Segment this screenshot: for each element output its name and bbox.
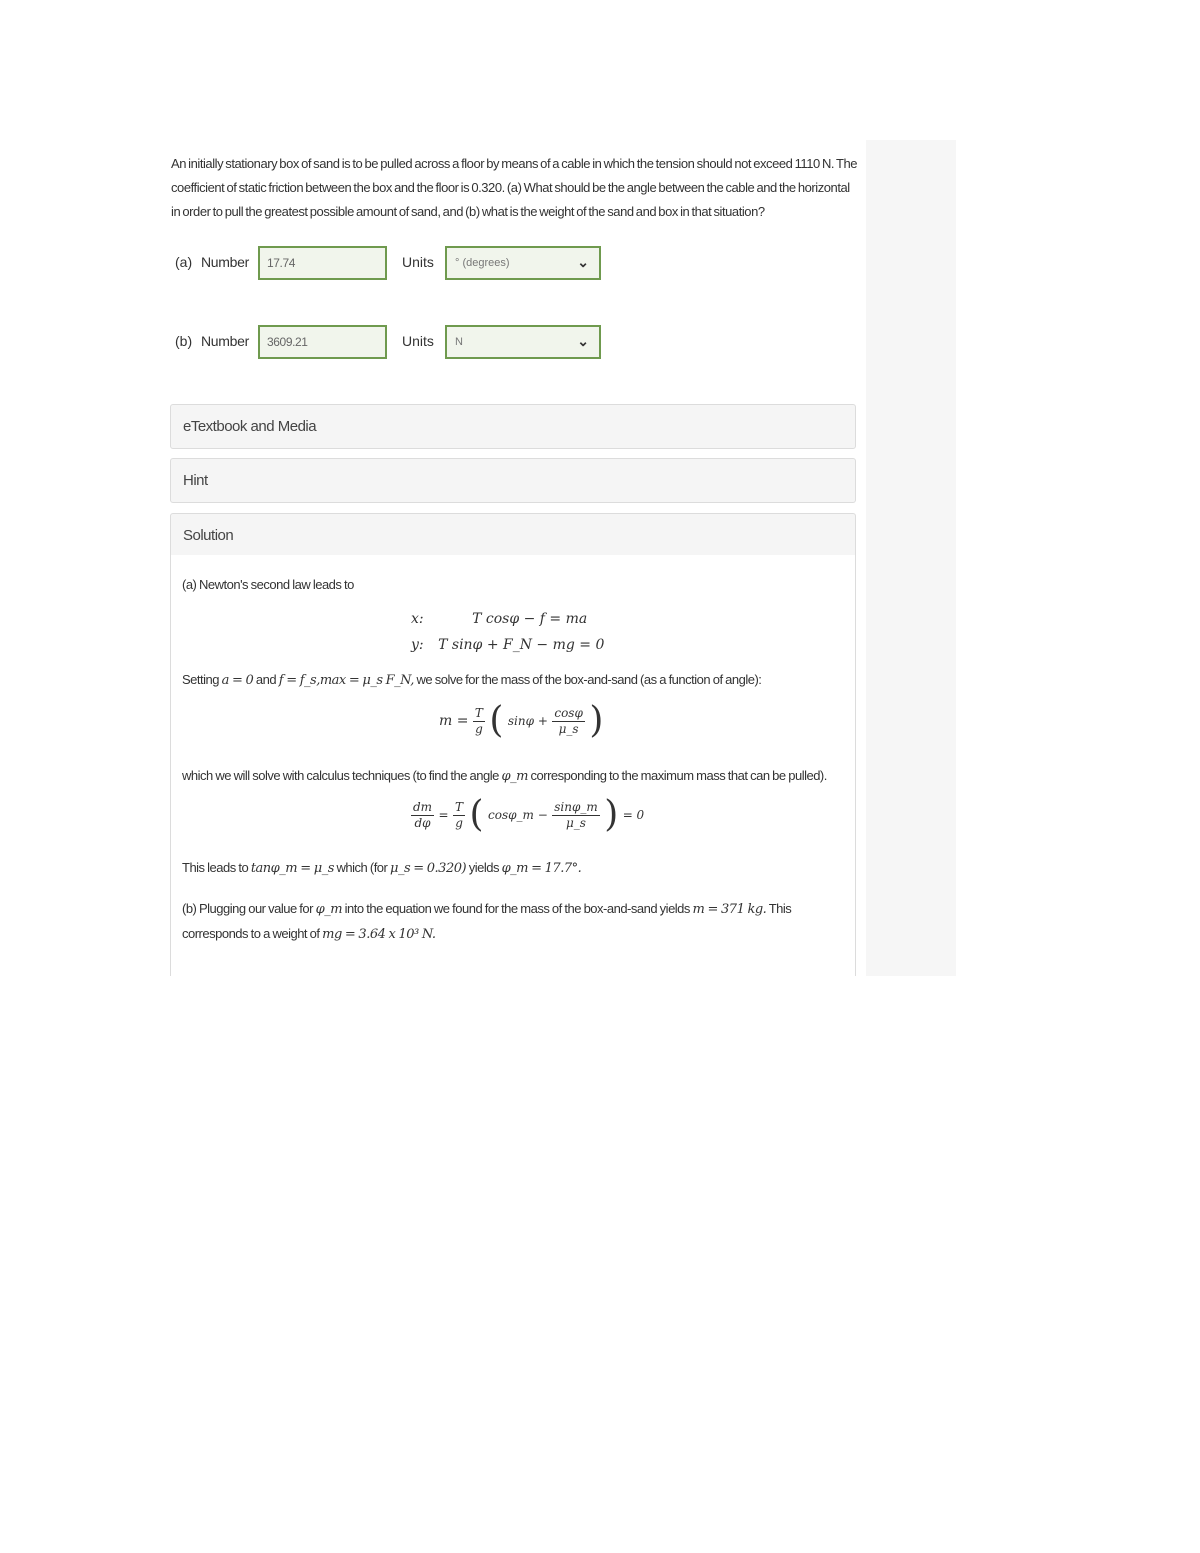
solution-intro: (a) Newton's second law leads to bbox=[182, 577, 354, 592]
text: This corresponds bbox=[182, 901, 792, 941]
number-label-b: Number bbox=[201, 333, 249, 349]
equation-x-body: T cosφ − f = ma bbox=[472, 611, 588, 627]
answer-row-a bbox=[175, 246, 615, 280]
chevron-down-icon: ⌄ bbox=[577, 254, 589, 270]
number-input-b[interactable] bbox=[258, 325, 387, 359]
paren-open: ( bbox=[489, 700, 504, 741]
units-select-value-a: ° (degrees) bbox=[455, 257, 510, 269]
numerator: T bbox=[474, 705, 483, 720]
equation-y-body: T sinφ + F_N − mg = 0 bbox=[438, 637, 605, 653]
text: into the equation we found for the mass of the box-and-sand yields bbox=[344, 901, 690, 916]
equation-x bbox=[411, 611, 587, 627]
accordion-hint[interactable] bbox=[170, 458, 856, 503]
math: a = 0 bbox=[221, 673, 254, 688]
text: yields bbox=[468, 860, 499, 875]
numerator: T bbox=[455, 799, 464, 814]
accordion-etextbook-label: eTextbook and Media bbox=[183, 418, 317, 435]
solution-leads bbox=[182, 860, 581, 876]
units-select-value-b: N bbox=[455, 336, 463, 348]
denominator: μ_s bbox=[565, 815, 586, 830]
math: φ_m = 17.7°. bbox=[501, 861, 582, 876]
equation-x-label: x: bbox=[411, 611, 424, 627]
equation-derivative-cos: cosφ_m − bbox=[488, 808, 548, 822]
numerator: sinφ_m bbox=[554, 799, 598, 814]
units-select-a[interactable] bbox=[445, 246, 601, 280]
accordion-etextbook[interactable] bbox=[170, 404, 856, 449]
accordion-hint-label: Hint bbox=[183, 472, 208, 489]
accordion-solution[interactable] bbox=[170, 513, 856, 556]
numerator: cosφ bbox=[554, 705, 583, 720]
chevron-down-icon: ⌄ bbox=[577, 333, 589, 349]
part-label-b: (b) bbox=[175, 333, 193, 349]
equation-y-label: y: bbox=[411, 637, 424, 653]
fraction-t-over-g bbox=[473, 706, 485, 737]
fraction-t-over-g-2 bbox=[453, 800, 465, 831]
units-select-b[interactable] bbox=[445, 325, 601, 359]
text: which we will solve with calculus techniques (to find the angle bbox=[182, 768, 499, 783]
text: This leads to bbox=[182, 860, 249, 875]
text: to a weight of bbox=[250, 926, 320, 941]
equation-mass bbox=[439, 701, 603, 741]
denominator: μ_s bbox=[558, 721, 579, 736]
denominator: g bbox=[455, 815, 463, 830]
math: m = 371 kg. bbox=[692, 902, 767, 917]
units-label-b: Units bbox=[402, 333, 434, 349]
paren-open: ( bbox=[469, 794, 484, 835]
question-text: An initially stationary box of sand is to be pulled across a floor by means of a cable in which the tension should not exceed 1110 N. The coefficient of static friction between the box and the floor is 0.320. (a) What should be the angle between the cable and the horizontal in order to pull the greatest possible amount of sand, and (b) what is the weight of the sand and box in that situation? bbox=[171, 156, 858, 219]
equation-derivative bbox=[411, 795, 644, 835]
text: and bbox=[255, 672, 277, 687]
numerator: dm bbox=[413, 799, 433, 814]
page-panel bbox=[141, 140, 956, 976]
fraction-sin-over-mu bbox=[552, 800, 600, 831]
solution-part-b bbox=[182, 897, 847, 947]
math: f = f_s,max = μ_s F_N, bbox=[278, 673, 414, 688]
accordion-solution-label: Solution bbox=[183, 527, 234, 544]
part-label-a: (a) bbox=[175, 254, 193, 270]
text: which (for bbox=[336, 860, 388, 875]
denominator: g bbox=[475, 721, 483, 736]
text: corresponding to the maximum mass that can be pulled). bbox=[530, 768, 827, 783]
math: φ_m bbox=[501, 769, 528, 784]
equation-derivative-zero: = 0 bbox=[622, 808, 645, 822]
paren-close: ) bbox=[589, 700, 604, 741]
math: φ_m bbox=[315, 902, 343, 917]
question-card bbox=[141, 140, 866, 976]
fraction-cos-over-mu bbox=[552, 706, 585, 737]
text: (b) Plugging our value for bbox=[182, 901, 313, 916]
solution-body bbox=[170, 555, 856, 976]
denominator: dφ bbox=[414, 815, 431, 830]
text: Setting bbox=[182, 672, 219, 687]
solution-calculus bbox=[182, 768, 827, 784]
equals-sign: = bbox=[438, 808, 449, 822]
math: mg = 3.64 x 10³ N. bbox=[322, 927, 436, 942]
math: tanφ_m = μ_s bbox=[250, 861, 334, 876]
number-input-a[interactable] bbox=[258, 246, 387, 280]
equation-mass-left: m = bbox=[439, 713, 469, 729]
equation-y bbox=[411, 637, 604, 653]
number-label-a: Number bbox=[201, 254, 249, 270]
units-label-a: Units bbox=[402, 254, 434, 270]
equation-mass-sin: sinφ + bbox=[507, 714, 548, 728]
answer-row-b bbox=[175, 325, 615, 359]
solution-setting bbox=[182, 672, 761, 688]
paren-close: ) bbox=[604, 794, 619, 835]
fraction-dm-dphi bbox=[411, 800, 434, 831]
text: we solve for the mass of the box-and-sand (as a function of angle): bbox=[416, 672, 762, 687]
math: μ_s = 0.320) bbox=[390, 861, 467, 876]
